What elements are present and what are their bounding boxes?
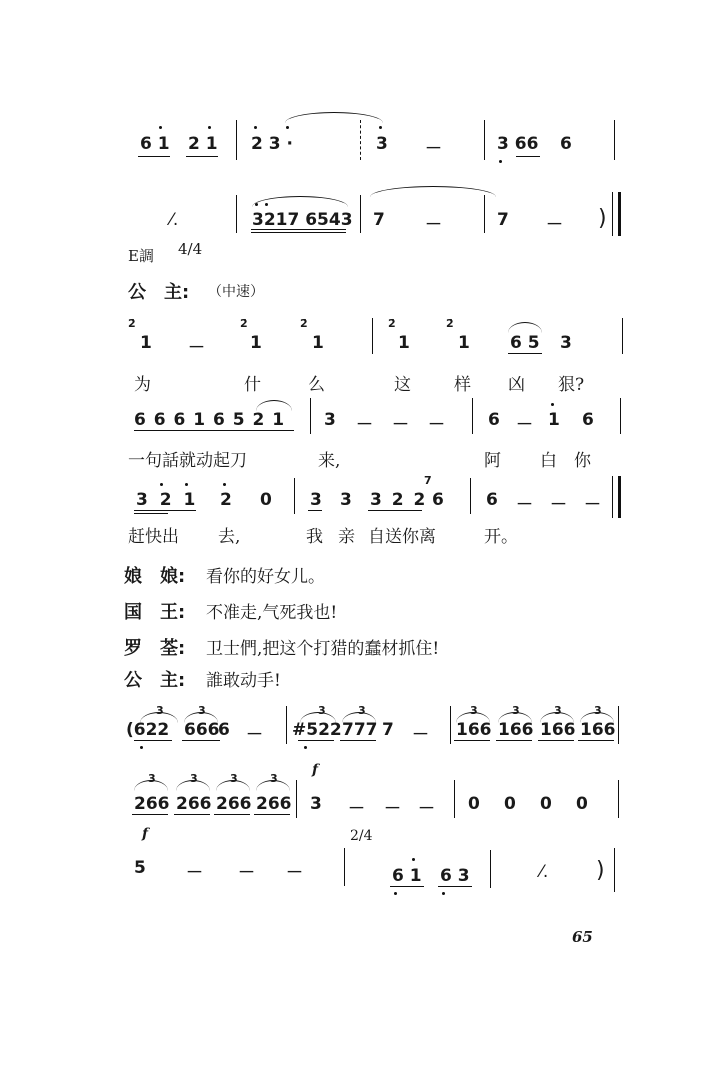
key-signature: E調: [128, 247, 154, 265]
dash: －: [348, 799, 365, 819]
note-group: 3 2 1: [136, 490, 199, 510]
dash: －: [584, 495, 601, 515]
dash: －: [412, 725, 429, 745]
lyric: 亲: [338, 527, 355, 547]
note: 6: [432, 490, 444, 510]
note: 3: [310, 794, 322, 814]
dash: －: [186, 863, 203, 883]
dash: －: [246, 725, 263, 745]
lyric: 赶快出: [128, 527, 179, 547]
triplet-mark: 3: [358, 704, 366, 717]
rest: 0: [540, 794, 552, 814]
note: 2: [220, 490, 232, 510]
triplet-mark: 3: [156, 704, 164, 717]
dynamic-forte: f: [142, 826, 149, 842]
note: 6: [486, 490, 498, 510]
close-paren: ): [598, 206, 607, 231]
note-group: 266: [176, 794, 212, 814]
note-group: 266: [216, 794, 252, 814]
speaker-label: 娘 娘:: [124, 566, 186, 587]
dash: －: [550, 495, 567, 515]
triplet-mark: 3: [230, 772, 238, 785]
note: 3: [324, 410, 336, 430]
dash: －: [428, 415, 445, 435]
dash: －: [392, 415, 409, 435]
note-group: 2 1: [188, 134, 218, 154]
note-group: 6 1: [140, 134, 170, 154]
note-group: 166: [580, 720, 616, 740]
speaker-label: 国 王:: [124, 602, 186, 623]
note-group: 3 66: [497, 134, 539, 154]
note: 6: [582, 410, 594, 430]
lyric: 去,: [218, 527, 241, 547]
note-group: 266: [134, 794, 170, 814]
lyric: 自送你离: [368, 527, 436, 547]
time-signature: 2/4: [350, 828, 373, 844]
repeat-sign: ⁄.: [170, 210, 179, 230]
note-group: 6 6 6 1 6 5 2 1: [134, 410, 286, 430]
triplet-mark: 3: [594, 704, 602, 717]
dialogue-line: 不准走,气死我也!: [206, 603, 338, 623]
grace-note: 2̇: [388, 317, 396, 330]
note-group: 2 3 ·: [251, 134, 293, 154]
note: 5: [134, 858, 146, 878]
lyric: 你: [574, 451, 591, 471]
note: 7: [373, 210, 385, 230]
note-group: 166: [540, 720, 576, 740]
dash: －: [384, 799, 401, 819]
grace-note: 7: [424, 474, 432, 487]
note: 6: [488, 410, 500, 430]
note: 6: [218, 720, 230, 740]
note: 6: [560, 134, 572, 154]
rest: 0: [576, 794, 588, 814]
note: 7: [497, 210, 509, 230]
lyric: 这: [394, 375, 411, 395]
lyric: 狠?: [558, 375, 585, 395]
note-group: 3217 6543: [252, 210, 353, 230]
rest: 0: [468, 794, 480, 814]
dash: －: [238, 863, 255, 883]
triplet-mark: 3: [198, 704, 206, 717]
note-group: 6 5: [510, 333, 540, 353]
dash: －: [546, 215, 563, 235]
dash: －: [356, 415, 373, 435]
speaker-label: 公 主:: [124, 670, 186, 691]
lyric: 开。: [484, 527, 518, 547]
rest: 0: [260, 490, 272, 510]
lyric: 么: [308, 375, 325, 395]
lyric: 一句話就动起刀: [128, 451, 247, 471]
rest: 0: [504, 794, 516, 814]
note: 7: [382, 720, 394, 740]
note: 1: [140, 333, 152, 353]
tempo-marking: （中速）: [208, 284, 264, 300]
dynamic-forte: f: [312, 762, 319, 778]
lyric: 阿: [484, 451, 501, 471]
dialogue-line: 卫士們,把这个打猎的蠢材抓住!: [206, 639, 440, 659]
note-group: 166: [456, 720, 492, 740]
repeat-sign: ⁄.: [540, 862, 549, 882]
grace-note: 2̇: [446, 317, 454, 330]
dialogue-line: 看你的好女儿。: [206, 567, 325, 587]
dash: －: [286, 863, 303, 883]
triplet-mark: 3: [512, 704, 520, 717]
note-group: 6 3: [440, 866, 470, 886]
speaker-label: 罗 荃:: [124, 638, 186, 659]
speaker-label: 公 主:: [128, 282, 190, 303]
note: 3: [310, 490, 322, 510]
lyric: 我: [306, 527, 323, 547]
note-group: 777: [342, 720, 378, 740]
lyric: 白: [540, 451, 557, 471]
note: 3: [560, 333, 572, 353]
note: 1: [548, 410, 560, 430]
note-group: 266: [256, 794, 292, 814]
note: 1: [250, 333, 262, 353]
close-paren: ): [596, 858, 605, 883]
note: 1: [458, 333, 470, 353]
dash: －: [425, 139, 442, 159]
triplet-mark: 3: [190, 772, 198, 785]
lyric: 为: [134, 375, 151, 395]
note-group: 666: [184, 720, 220, 740]
note: 3: [376, 134, 388, 154]
grace-note: 2̇: [300, 317, 308, 330]
note: 1: [398, 333, 410, 353]
dash: －: [188, 338, 205, 358]
page-number: 65: [572, 928, 593, 946]
dash: －: [516, 415, 533, 435]
note-group: 3 2 2: [370, 490, 428, 510]
note-group: #522: [292, 720, 342, 740]
triplet-mark: 3: [148, 772, 156, 785]
dialogue-line: 誰敢动手!: [206, 671, 281, 691]
triplet-mark: 3: [554, 704, 562, 717]
lyric: 来,: [318, 451, 341, 471]
lyric: 样: [454, 375, 471, 395]
note-group: 166: [498, 720, 534, 740]
triplet-mark: 3: [318, 704, 326, 717]
grace-note: 2̇: [128, 317, 136, 330]
dash: －: [425, 215, 442, 235]
lyric: 凶: [508, 375, 525, 395]
time-signature: 4/4: [178, 240, 203, 258]
note-group: 6 1: [392, 866, 422, 886]
grace-note: 2̇: [240, 317, 248, 330]
dash: －: [418, 799, 435, 819]
note: 3: [340, 490, 352, 510]
dash: －: [516, 495, 533, 515]
note-group: (622: [126, 720, 170, 740]
note: 1: [312, 333, 324, 353]
lyric: 什: [244, 375, 261, 395]
triplet-mark: 3: [470, 704, 478, 717]
triplet-mark: 3: [270, 772, 278, 785]
